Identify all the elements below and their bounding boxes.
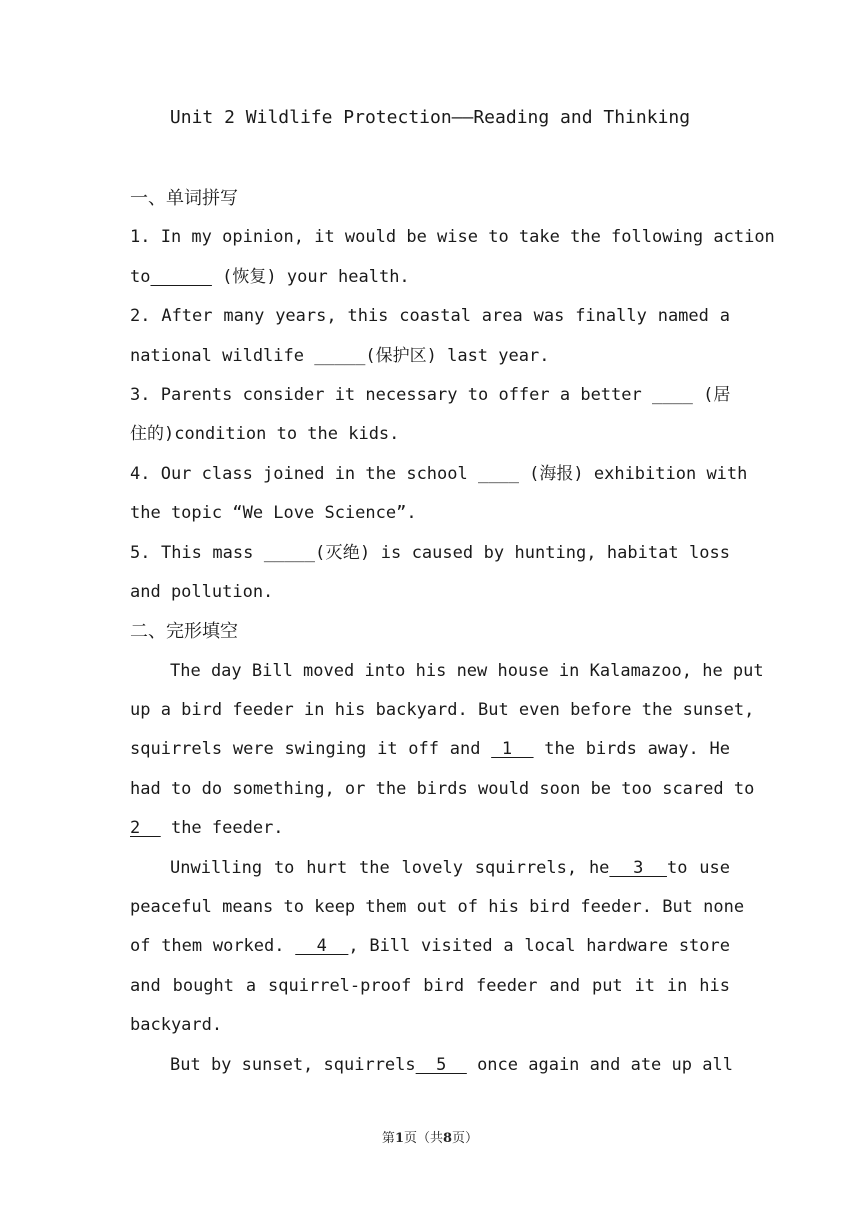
footer-total-pages: 8 (443, 1131, 453, 1146)
cloze-paragraph-2-line-2: peaceful means to keep them out of his bird feeder. But none (130, 897, 745, 918)
cloze-text: Unwilling to hurt the lovely squirrels, he (170, 857, 610, 878)
cloze-text: the birds away. He (533, 739, 730, 760)
section-heading-cloze: 二、完形填空 (130, 621, 238, 643)
question-4-line-1: 4. Our class joined in the school ____ (海报) exhibition with (130, 463, 748, 484)
footer-middle: 页（共 (403, 1131, 443, 1146)
question-3-line-2: 住的)condition to the kids. (130, 424, 400, 445)
question-2-line-1: 2. After many years, this coastal area was finally named a (130, 306, 730, 327)
cloze-paragraph-3-line-1 (130, 1046, 733, 1085)
question-5-line-2: and pollution. (130, 581, 274, 602)
cloze-blank-4: 4 (295, 936, 349, 957)
cloze-text: once again and ate up all (466, 1054, 733, 1075)
cloze-paragraph-1-line-3 (130, 730, 730, 769)
cloze-blank-3: 3 (609, 857, 667, 878)
question-5-line-1: 5. This mass _____(灭绝) is caused by hunting, habitat loss (130, 542, 730, 563)
document-body (130, 179, 775, 1085)
footer-suffix: 页） (452, 1131, 479, 1146)
question-1-text-b: (恢复) your health. (211, 266, 410, 287)
cloze-paragraph-2-line-5: backyard. (130, 1015, 223, 1036)
cloze-paragraph-1-line-5 (130, 809, 730, 848)
cloze-paragraph-2-line-4: and bought a squirrel-proof bird feeder and put it in his (130, 975, 730, 996)
section-heading-spelling: 一、单词拼写 (130, 188, 238, 209)
footer-prefix: 第 (381, 1131, 395, 1146)
cloze-text: to use (666, 857, 730, 878)
question-1-line-2 (130, 258, 730, 297)
question-2-line-2: national wildlife _____(保护区) last year. (130, 345, 550, 366)
cloze-blank-5: 5 (415, 1054, 467, 1075)
page-footer (0, 1129, 860, 1149)
cloze-paragraph-1-line-4: had to do something, or the birds would soon be too scared to (130, 778, 755, 799)
cloze-paragraph-2-line-1 (130, 849, 730, 888)
cloze-text: , Bill visited a local hardware store (348, 936, 730, 957)
question-4-line-2: the topic “We Love Science”. (130, 503, 417, 524)
cloze-text: But by sunset, squirrels (170, 1054, 416, 1075)
cloze-paragraph-1-line-2: up a bird feeder in his backyard. But even before the sunset, (130, 700, 755, 721)
question-1-line-1: 1. In my opinion, it would be wise to take the following action (130, 227, 775, 248)
question-1-text-a: to (130, 266, 151, 287)
cloze-blank-1: 1 (491, 739, 534, 760)
cloze-text: the feeder. (160, 818, 284, 839)
question-1-blank (150, 267, 211, 287)
cloze-blank-2: 2 (130, 818, 161, 839)
document-title: Unit 2 Wildlife Protection——Reading and Thinking (169, 107, 691, 128)
cloze-text: of them worked. (130, 936, 296, 957)
cloze-paragraph-2-line-3 (130, 927, 730, 966)
question-3-line-1: 3. Parents consider it necessary to offer a better ____ (居 (130, 384, 731, 405)
cloze-text: squirrels were swinging it off and (130, 739, 492, 760)
cloze-paragraph-1-line-1: The day Bill moved into his new house in Kalamazoo, he put (170, 660, 764, 681)
footer-page-number: 1 (394, 1131, 404, 1146)
